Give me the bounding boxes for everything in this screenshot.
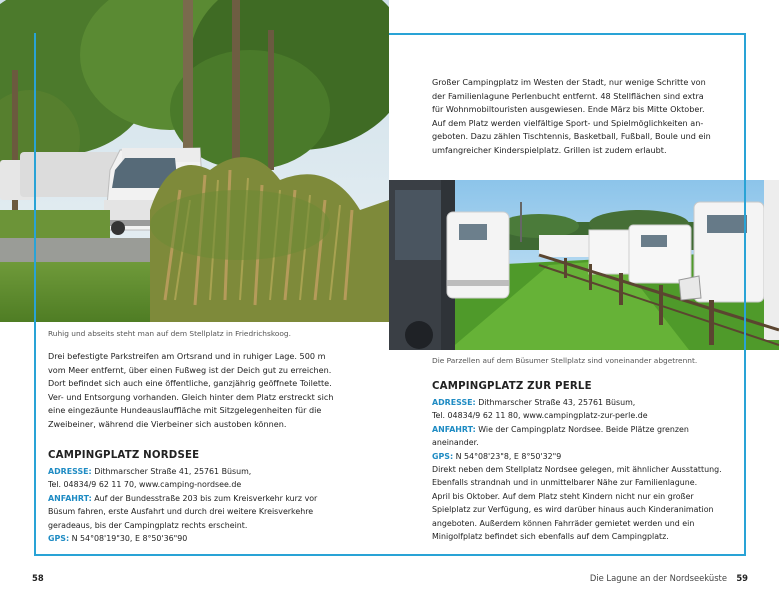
gps-label: GPS: bbox=[48, 534, 70, 544]
info-block-nordsee: ADRESSE: Dithmarscher Straße 41, 25761 Büsum, Tel. 04834/9 62 11 70, www.camping-nordsee.de ANFAHRT: Auf der Bundesstraße 203 bis zum Kreisverkehr kurz vor Büsum fahren, erste Ausfahrt und durch drei weitere Kreisverkehre geradeaus, bis der Campingplatz rechts erscheint. GPS: N 54°08'19"30, E 8°50'36"90 bbox=[48, 465, 358, 545]
page-number-left: 58 bbox=[32, 573, 44, 583]
contact-line: Tel. 04834/9 62 11 80, www.campingplatz-zur-perle.de bbox=[432, 411, 648, 421]
page-number-right: 59 bbox=[736, 573, 748, 583]
contact-line: Tel. 04834/9 62 11 70, www.camping-nordsee.de bbox=[48, 480, 242, 490]
photo-buesumer-stellplatz bbox=[389, 180, 779, 350]
info-block-perle: ADRESSE: Dithmarscher Straße 43, 25761 Büsum, Tel. 04834/9 62 11 80, www.campingplatz-zur-perle.de ANFAHRT: Wie der Campingplatz Nordsee. Beide Plätze grenzen aneinander. GPS: N 54°08'23"8, E 8°50'32"9 Direkt neben dem Stellplatz Nordsee gelegen, mit ähnlicher Ausstattung. Ebenfalls strandnah und in unmittelbarer Nähe zur Familienlagune. April bis Oktober. Auf dem Platz steht Kindern nicht nur ein großer Spielplatz zur Verfügung, es wird darüber hinaus auch Kinderanimation angeboten. Außerdem können Fahrräder gemietet werden und ein Minigolfplatz befindet sich ebenfalls auf dem Campingplatz. bbox=[432, 396, 742, 543]
gps-value: N 54°08'19"30, E 8°50'36"90 bbox=[69, 534, 188, 544]
arrival-label: ANFAHRT: bbox=[432, 424, 476, 434]
gps-label: GPS: bbox=[432, 451, 454, 461]
page-frame-top-border bbox=[389, 33, 746, 35]
section-heading-nordsee: CAMPINGPLATZ NORDSEE bbox=[48, 450, 200, 461]
intro-paragraph: Großer Campingplatz im Westen der Stadt, nur wenige Schritte von der Familienlagune Perlenbucht entfernt. 48 Stellflächen sind extra für Wohnmobiltouristen ausgewiesen. Ende März bis Mitte Oktober. Auf dem Platz werden vielfältige Sport- und Spielmöglichkeiten an- geboten. Dazu zählen Tischtennis, Basketball, Fußball, Boule und ein umfangreicher Kinderspielplatz. Grillen ist zudem erlaubt. bbox=[432, 77, 711, 155]
address-label: ADRESSE: bbox=[432, 398, 476, 407]
section-heading-perle: CAMPINGPLATZ ZUR PERLE bbox=[432, 381, 592, 392]
address-value: Dithmarscher Straße 41, 25761 Büsum, bbox=[91, 467, 252, 476]
address-value: Dithmarscher Straße 43, 25761 Büsum, bbox=[475, 398, 636, 407]
stellplatz-paragraph: Drei befestigte Parkstreifen am Ortsrand und in ruhiger Lage. 500 m vom Meer entfernt, über einen Fußweg ist der Deich gut zu erreichen. Dort befindet sich auch eine öffentliche, ganzjährig geöffnete Toilette. Ver- und Entsorgung vorhanden. Gleich hinter dem Platz erstreckt sich eine eingezäunte Hundeauslauffläche mit Sitzgelegenheiten für die Zweibeiner, während die Vierbeiner sich austoben können. bbox=[48, 351, 334, 429]
photo-stellplatz-friedrichskoog bbox=[0, 0, 389, 322]
photo-caption: Ruhig und abseits steht man auf dem Stellplatz in Friedrichskoog. bbox=[48, 329, 291, 338]
running-title: Die Lagune an der Nordseeküste bbox=[589, 573, 727, 583]
arrival-label: ANFAHRT: bbox=[48, 493, 92, 503]
gps-value: N 54°08'23"8, E 8°50'32"9 bbox=[453, 451, 562, 461]
address-label: ADRESSE: bbox=[48, 467, 92, 476]
photo-caption: Die Parzellen auf dem Büsumer Stellplatz sind voneinander abgetrennt. bbox=[432, 356, 698, 365]
